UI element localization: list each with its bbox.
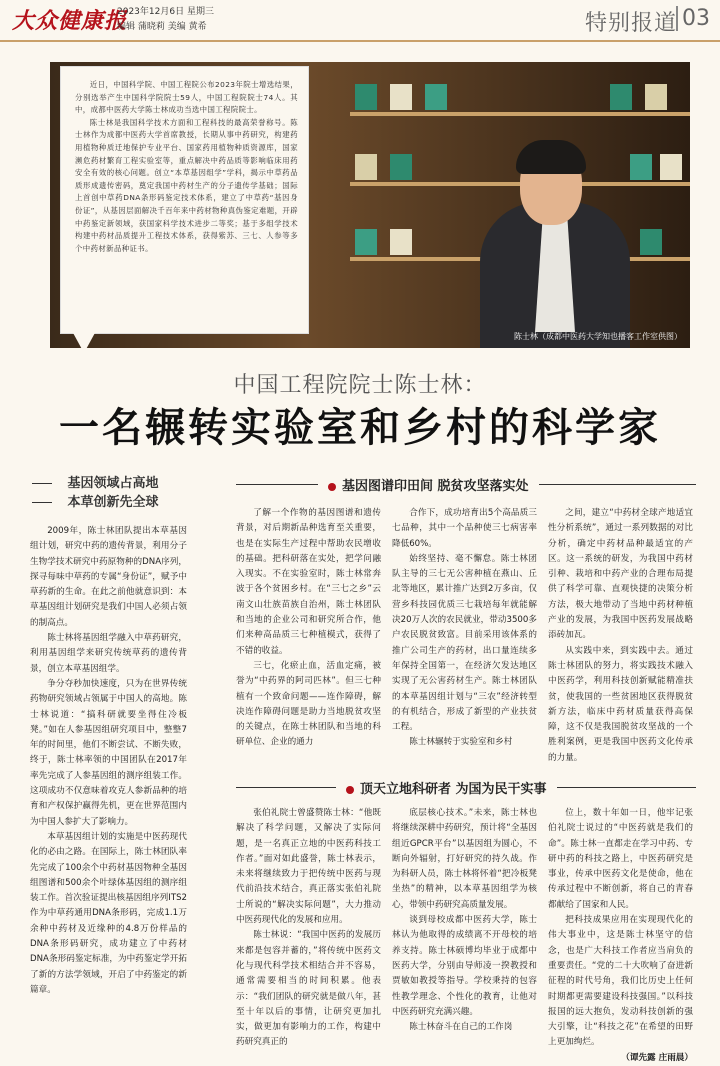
article-column-4 (548, 506, 693, 776)
paragraph: 了解一个作物的基因图谱和遗传背景，对后期新品种选育至关重要，也是在实际生产过程中帮助农民增收的基础。把科研落在实处，把学问融入现实。不在实验室时，陈士林常奔波于各个贫困乡村。在“三七之乡”云南文山壮族苗族自治州，陈士林团队和当地的企业公司和研究所合作，他们来种高品质三七种植模式，获得了不错的收益。 (236, 508, 381, 656)
rule (32, 483, 52, 484)
paragraph: 之间，建立“中药材全球产地适宜性分析系统”，通过一系列数据的对比分析，确定中药材品种最适宜的产区。这一系统的研发，为我国中药材引种、栽培和中药产业的合理布局提供了科学可靠、直观快捷的决策分析方法，极大地带动了当地中药材种植产业的发展，为我国中医药发展战略添砖加瓦。 (548, 508, 693, 641)
paragraph: 2009年，陈士林团队提出本草基因组计划，研究中药的遗传背景，利用分子生物学技术研究中药原物种的DNA序列，探寻每味中草药的专属“身份证”，赋予中草药新的生命。在此之前他就意识到：本草基因组计划研究是我们中国人必须占领的制高点。 (30, 526, 187, 628)
article-column-3 (392, 506, 537, 776)
book (355, 154, 377, 180)
editor-credits: 编辑 蒲晓莉 美编 黄希 (117, 22, 207, 32)
paragraph: 陈士林奋斗在自己的工作岗 (409, 1022, 513, 1033)
intro-paragraph: 陈士林是我国科学技术方面和工程科技的最高荣誉称号。陈士林作为成都中医药大学首席教授，长期从事中药研究，构建药用植物种质迁地保护专业平台、国家药用植物种质资源库，国家濒危药材繁育工程实验室等，重点解决中药品质等影响临床用药安全有效的核心问题。创立“本草基因组学”学科，揭示中草药品质形成遗传密码，奠定我国中药材生产的分子遗传学基础；国际上首创中草药DNA条形码鉴定技术体系，建立了中草药“基因身份证”，从基因层面解决千百年来中药材物种真伪鉴定难题，开辟中药鉴定新领域，获国家科学技术进步二等奖；基于多组学技术构建中药材品质提升工程技术体系，获得紫苏、三七、人参等多个中药材新品种证书。 (75, 117, 298, 253)
section-heading-line: 基因领域占高地 (67, 476, 159, 491)
book (640, 229, 662, 255)
paragraph: 陈士林将基因组学融入中草药研究，利用基因组学来研究传统草药的遗传背景，创立本草基因组学。 (30, 633, 187, 674)
paragraph: 合作下，成功培育出5个高品质三七品种，其中一个品种使三七病害率降低60%。 (392, 508, 537, 549)
article-column-5 (236, 806, 381, 1048)
book (390, 84, 412, 110)
section-heading-line: 本草创新先全球 (67, 495, 159, 510)
headline-title: 一名辗转实验室和乡村的科学家 (59, 404, 661, 451)
bullet-icon (328, 483, 336, 491)
paragraph: 从实践中来，到实践中去。通过陈士林团队的努力，将实践技术融入中医药学，利用科技创新赋能精准扶贫，使我国的一些贫困地区获得脱贫新方法，临床中药材质量获得高保障，这不仅是我国脱贫攻坚战的一个胜利案例，更是我国中医药文化传承的力量。 (548, 645, 693, 763)
intro-text (60, 66, 309, 334)
section-heading-3 (336, 778, 557, 797)
paragraph: 位上，数十年如一日，他牢记张伯礼院士说过的“中医药就是我们的命”。陈士林一直都走在学习中药、专研中药的科技之路上，中医药研究是事业，传承中医药文化是使命，他在传承过程中不断创新，将自己的青春都献给了国家和人民。 (548, 808, 693, 910)
speech-bubble-tail (72, 331, 96, 353)
paragraph: 本草基因组计划的实施是中医药现代化的必由之路。在国际上，陈士林团队率先完成了100余个中药材基因物种全基因组图谱和500余个叶绿体基因组的测序组装工作。首次验证提出核基因组序列ITS2作为中草药通用DNA条形码，完成1.1万余种中药材及近缘种的4.8万份样品的DNA条形码研究，成功建立了中药材DNA条形码鉴定标准，为中药鉴定学开拓了新的方法学领域，开启了中药鉴定的新篇章。 (30, 831, 187, 995)
intro-box (32, 52, 307, 347)
section-heading-text: 基因图谱印田间 脱贫攻坚落实处 (342, 479, 529, 494)
rule (32, 502, 52, 503)
section-title: 特别报道 (585, 11, 678, 36)
paragraph: 争分夺秒加快速度，只为在世界传统药物研究领域占领属于中国人的高地。陈士林说道：“搞科研就要坐得住冷板凳。”如在人参基因组研究项目中，整整7年的时间里，他们不断尝试、不断失败，终于，陈士林率领的中国团队在2017年率先完成了人参基因组的测序组装工作。这项成功不仅意味着攻克人参新品种的培育和产权保护赢得先机，更在世界范围内为中国人参扩大了影响力。 (30, 678, 187, 827)
intro-paragraph: 近日，中国科学院、中国工程院公布2023年院士增选结果，分别选举产生中国科学院院士59人，中国工程院院士74人。其中，成都中医药大学陈士林成功当选中国工程院院士。 (75, 80, 298, 115)
photo-caption: 陈士林（成都中医药大学知也播客工作室供图） (514, 332, 682, 341)
book (645, 84, 667, 110)
book (660, 154, 682, 180)
paragraph: 底层核心技术。”未来，陈士林也将继续深耕中药研究，预计将“全基因组近GPCR平台”以基因组为圆心，不断向外辐射，打好研究的持久战。作为科研人员，陈士林将怀着“把冷板凳坐热”的精神，以本草基因组学为核心，带领中药研究高质量发展。 (392, 808, 537, 910)
paragraph: 三七，化瘀止血，活血定痛，被誉为“中药界的阿司匹林”。但三七种植有一个致命问题——连作障碍，解决连作障碍问题是助力当地脱贫攻坚的关键点，在陈士林团队和当地的科研单位、企业的通力 (236, 660, 381, 748)
section-heading-2 (318, 475, 539, 494)
book (610, 84, 632, 110)
book (630, 154, 652, 180)
article-column-7 (548, 806, 693, 1063)
headline-kicker: 中国工程院院士陈士林： (233, 373, 487, 398)
book (355, 84, 377, 110)
person-hair (516, 140, 586, 174)
article-column-1 (30, 524, 187, 1029)
book (425, 84, 447, 110)
byline: （谭先露 庄雨晨） (621, 1052, 693, 1063)
book (390, 154, 412, 180)
book (355, 229, 377, 255)
bullet-icon (346, 786, 354, 794)
section-heading-text: 顶天立地科研者 为国为民干实事 (360, 782, 547, 797)
paragraph: 把科技成果应用在实现现代化的伟大事业中，这是陈士林坚守的信念，也是广大科技工作者应当肩负的重要责任。“党的二十大吹响了奋进新征程的时代号角，我们比历史上任何时期都更需要建设科技强国。”以科技报国的远大抱负，发动科技创新的强大引擎，让“科技之花”在希望的田野上更加绚烂。 (548, 915, 693, 1048)
section-heading-1 (28, 474, 198, 512)
page-number: 03 (676, 6, 710, 31)
paragraph: 陈士林辗转于实验室和乡村 (409, 737, 513, 748)
newspaper-logo: 大众健康报 (12, 8, 128, 34)
shelf (350, 112, 690, 116)
article-column-6 (392, 806, 537, 1034)
paragraph: 陈士林说：“我国中医药的发展历来都是包容并蓄的，”将传统中医药文化与现代科学技术相结合并不容易，通常需要相当的时间积累。他表示：“我们团队的研究就是做八年，甚至十年以后的事情，让研究更加扎实，做更加有影响力的工作，构建中药研究真正的 (236, 930, 381, 1048)
paragraph: 谈到母校成都中医药大学，陈士林认为他取得的成绩离不开母校的培养支持。陈士林硕博均毕业于成都中医药大学，分别由导师凌一揆教授和贾敏如教授等指导。学校秉持的包容性教学理念、个性化的教育，让他对中医药研究充满兴趣。 (392, 915, 537, 1017)
book (390, 229, 412, 255)
issue-date: 2023年12月6日 星期三 (117, 7, 214, 17)
article-column-2 (236, 506, 381, 776)
paragraph: 张伯礼院士曾盛赞陈士林：“他既解决了科学问题，又解决了实际问题，是一名真正立地的中医药科技工作者。”面对如此盛誉，陈士林表示，未来将继续致力于把传统中医药与现代前沿技术结合，真正落实张伯礼院士所说的“解决实际问题”，大力推动中医药现代化的发展和应用。 (236, 808, 381, 926)
paragraph: 始终坚持、毫不懈怠。陈士林团队主导的三七无公害种植在燕山、丘北等地区，累计推广达到2万多亩，仅营乡科技园优质三七栽培每年就能解决20万人次的农民就业，带动3500多户农民脱贫致富。目前采用该体系的推广公司生产的药材，出口量连续多年保持全国第一，在经济欠发达地区实现了无公害药材生产。陈士林团队的本草基因组计划与“三农”经济转型的有机结合，形成了新型的产业扶贫工程。 (392, 553, 537, 733)
